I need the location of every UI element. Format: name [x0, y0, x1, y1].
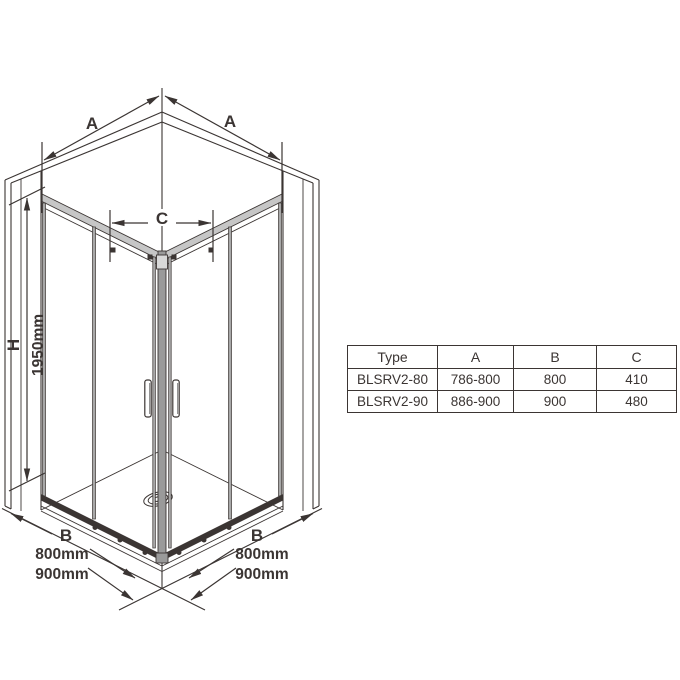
cell-c: 480 [597, 391, 677, 413]
cell-b: 900 [514, 391, 597, 413]
left-door-handle [145, 380, 151, 417]
dim-h-label: H [4, 338, 23, 352]
corner-post [156, 251, 168, 563]
dim-height-label: 1950mm [30, 313, 47, 377]
width-80-right-label: 800mm [235, 546, 289, 563]
right-door-handle [173, 380, 179, 417]
dim-a-right [165, 96, 282, 213]
dim-widths-right [189, 546, 289, 600]
dim-a-left [42, 96, 159, 213]
col-header-type: Type [348, 346, 438, 369]
width-90-right-label: 900mm [235, 566, 289, 583]
right-wall [162, 112, 319, 511]
width-90-left-label: 900mm [35, 566, 89, 583]
cell-c: 410 [597, 369, 677, 391]
dim-b-right-label: B [250, 526, 264, 545]
cell-type: BLSRV2-80 [348, 369, 438, 391]
col-header-a: A [438, 346, 514, 369]
width-80-left-label: 800mm [35, 546, 89, 563]
cell-b: 800 [514, 369, 597, 391]
table-row [348, 369, 677, 391]
dim-widths-left [35, 546, 135, 600]
dim-b-left [11, 514, 72, 546]
cell-a: 786-800 [438, 369, 514, 391]
dim-b-left-label: B [59, 526, 73, 545]
col-header-c: C [597, 346, 677, 369]
col-header-b: B [514, 346, 597, 369]
left-wall [5, 112, 162, 511]
table-row [348, 391, 677, 413]
dim-a-left-label: A [85, 114, 99, 133]
dim-a-right-label: A [223, 112, 237, 131]
size-table-header-row [348, 346, 677, 369]
size-table [347, 345, 677, 413]
dim-c-label: C [155, 209, 169, 228]
dim-b-right [251, 514, 313, 546]
cell-a: 886-900 [438, 391, 514, 413]
cell-type: BLSRV2-90 [348, 391, 438, 413]
